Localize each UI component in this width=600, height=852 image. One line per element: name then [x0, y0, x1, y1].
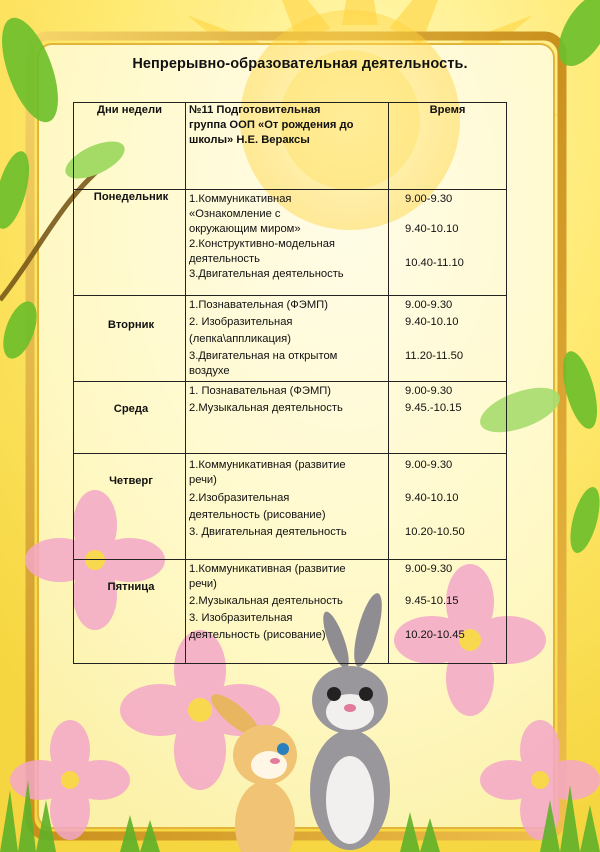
day-cell: Среда — [74, 382, 186, 454]
table-row — [74, 560, 507, 664]
day-cell: Понедельник — [74, 190, 186, 296]
table-row — [74, 454, 507, 560]
header-day: Дни недели — [74, 103, 186, 190]
page-title: Непрерывно-образовательная деятельность. — [132, 56, 468, 72]
times-cell: 9.00-9.30 9.40-10.10 11.20-11.50 — [389, 296, 507, 382]
day-cell: Четверг — [74, 454, 186, 560]
day-cell: Пятница — [74, 560, 186, 664]
activities-cell: 1.Коммуникативная (развитие речи) 2.Музыкальная деятельность 3. Изобразительная деятельность (рисование) — [186, 560, 389, 664]
activities-cell: 1.Познавательная (ФЭМП) 2. Изобразительная (лепка\аппликация) 3.Двигательная на открытом воздухе — [186, 296, 389, 382]
times-cell: 9.00-9.30 9.45.-10.15 — [389, 382, 507, 454]
table-header-row — [74, 103, 507, 190]
schedule-table — [73, 102, 507, 664]
header-program: №11 Подготовительная группа ООП «От рождения до школы» Н.Е. Вераксы — [186, 103, 389, 190]
times-cell: 9.00-9.30 9.40-10.10 10.20-10.50 — [389, 454, 507, 560]
activities-cell: 1. Познавательная (ФЭМП) 2.Музыкальная деятельность — [186, 382, 389, 454]
header-time: Время — [389, 103, 507, 190]
activities-cell: 1.Коммуникативная «Ознакомление с окружающим миром» 2.Конструктивно-модельная деятельность 3.Двигательная деятельность — [186, 190, 389, 296]
table-row — [74, 382, 507, 454]
table-row — [74, 296, 507, 382]
day-cell: Вторник — [74, 296, 186, 382]
times-cell: 9.00-9.30 9.45-10.15 10.20-10.45 — [389, 560, 507, 664]
activities-cell: 1.Коммуникативная (развитие речи) 2.Изобразительная деятельность (рисование) 3. Двигательная деятельность — [186, 454, 389, 560]
table-row — [74, 190, 507, 296]
times-cell: 9.00-9.30 9.40-10.10 10.40-11.10 — [389, 190, 507, 296]
